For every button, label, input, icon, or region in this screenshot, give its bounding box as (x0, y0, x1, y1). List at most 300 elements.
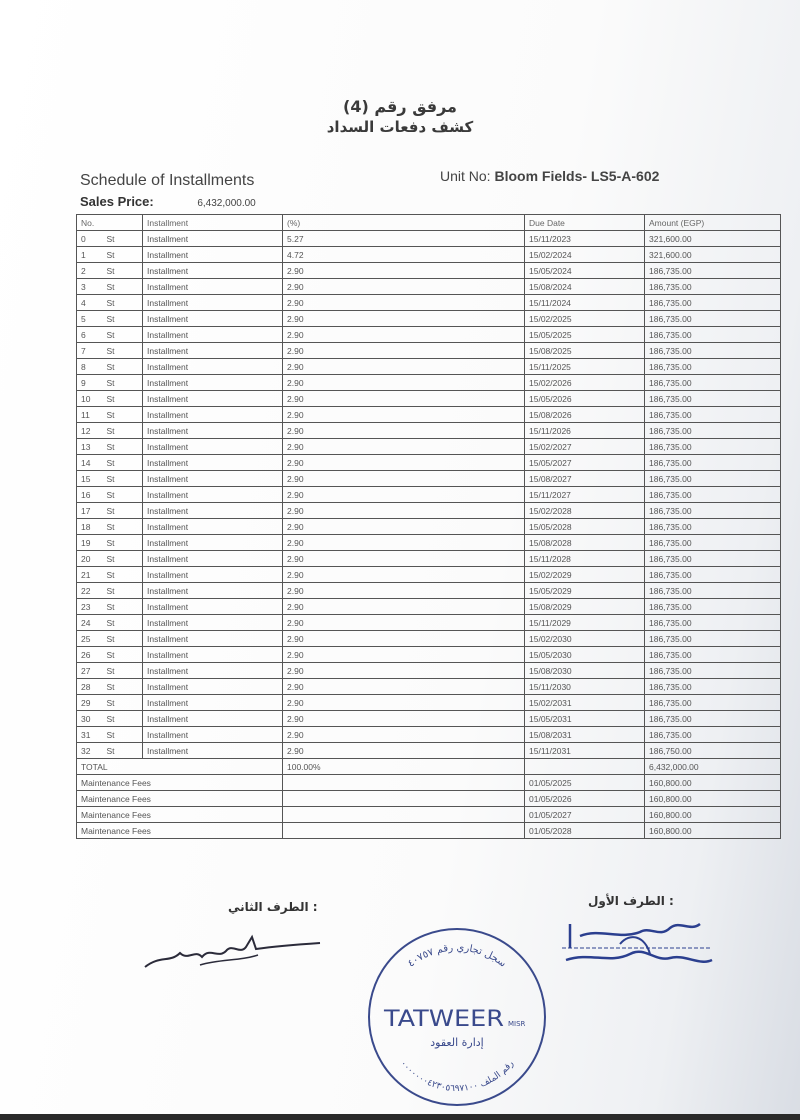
installment-row (77, 567, 781, 583)
row-amount: 186,735.00 (645, 471, 781, 487)
installment-row (77, 359, 781, 375)
row-number: 9 (77, 375, 103, 391)
row-number: 23 (77, 599, 103, 615)
row-due-date: 15/05/2031 (525, 711, 645, 727)
maintenance-row (77, 807, 781, 823)
row-amount: 186,735.00 (645, 279, 781, 295)
row-due-date: 15/11/2023 (525, 231, 645, 247)
maintenance-row (77, 775, 781, 791)
row-number: 11 (77, 407, 103, 423)
title-row (80, 168, 760, 190)
row-percent: 2.90 (283, 727, 363, 743)
installment-row (77, 695, 781, 711)
row-installment-label: Installment (143, 439, 283, 455)
row-due-date: 15/08/2024 (525, 279, 645, 295)
row-percent: 2.90 (283, 647, 363, 663)
maintenance-blank (283, 791, 525, 807)
row-amount: 186,735.00 (645, 375, 781, 391)
row-amount: 186,735.00 (645, 503, 781, 519)
row-number: 3 (77, 279, 103, 295)
document-title: Schedule of Installments (80, 172, 255, 189)
total-row (77, 759, 781, 775)
row-amount: 186,735.00 (645, 695, 781, 711)
row-due-date: 15/02/2026 (525, 375, 645, 391)
installment-row (77, 471, 781, 487)
company-stamp (362, 922, 552, 1112)
row-number: 26 (77, 647, 103, 663)
row-amount: 186,735.00 (645, 455, 781, 471)
row-due-date: 15/11/2028 (525, 551, 645, 567)
row-number: 21 (77, 567, 103, 583)
row-installment-label: Installment (143, 615, 283, 631)
row-number: 15 (77, 471, 103, 487)
installment-row (77, 679, 781, 695)
installment-row (77, 615, 781, 631)
row-blank (363, 455, 525, 471)
installment-row (77, 423, 781, 439)
row-due-date: 15/11/2024 (525, 295, 645, 311)
total-date-blank (525, 759, 645, 775)
stamp-bottom-text: رقم الملف ٠٠٠٠٠٠٠٤٢٣٠٥٦٩٧١٠٠ (397, 1058, 517, 1095)
row-number: 1 (77, 247, 103, 263)
row-blank (363, 295, 525, 311)
row-blank (363, 503, 525, 519)
row-due-date: 15/11/2025 (525, 359, 645, 375)
row-blank (363, 599, 525, 615)
row-percent: 2.90 (283, 391, 363, 407)
row-percent: 2.90 (283, 327, 363, 343)
row-installment-label: Installment (143, 407, 283, 423)
row-st: St (103, 663, 143, 679)
row-st: St (103, 711, 143, 727)
row-st: St (103, 503, 143, 519)
row-blank (363, 663, 525, 679)
row-due-date: 15/11/2029 (525, 615, 645, 631)
stamp-center-text: إدارة العقود (430, 1036, 484, 1049)
row-installment-label: Installment (143, 455, 283, 471)
row-due-date: 15/02/2024 (525, 247, 645, 263)
row-number: 19 (77, 535, 103, 551)
row-blank (363, 263, 525, 279)
row-amount: 186,735.00 (645, 263, 781, 279)
maintenance-amount: 160,800.00 (645, 823, 781, 839)
row-number: 25 (77, 631, 103, 647)
second-party-label: الطرف الثاني : (228, 900, 318, 914)
row-blank (363, 439, 525, 455)
stamp-brand: TATWEER (382, 1007, 504, 1032)
row-blank (363, 567, 525, 583)
maintenance-amount: 160,800.00 (645, 791, 781, 807)
annex-number: مرفق رقم (4) (343, 97, 457, 116)
installment-row (77, 375, 781, 391)
row-number: 22 (77, 583, 103, 599)
row-percent: 2.90 (283, 695, 363, 711)
row-due-date: 15/08/2030 (525, 663, 645, 679)
header-st (103, 215, 143, 231)
maintenance-amount: 160,800.00 (645, 807, 781, 823)
row-installment-label: Installment (143, 711, 283, 727)
row-amount: 186,735.00 (645, 423, 781, 439)
row-due-date: 15/05/2028 (525, 519, 645, 535)
row-st: St (103, 231, 143, 247)
row-percent: 2.90 (283, 279, 363, 295)
row-due-date: 15/08/2029 (525, 599, 645, 615)
row-blank (363, 247, 525, 263)
installment-sheet (76, 214, 780, 839)
row-st: St (103, 631, 143, 647)
row-percent: 5.27 (283, 231, 363, 247)
row-installment-label: Installment (143, 359, 283, 375)
row-st: St (103, 615, 143, 631)
row-number: 2 (77, 263, 103, 279)
installment-row (77, 647, 781, 663)
row-amount: 186,735.00 (645, 599, 781, 615)
installment-row (77, 743, 781, 759)
installment-table (76, 214, 781, 839)
row-due-date: 15/02/2029 (525, 567, 645, 583)
row-blank (363, 279, 525, 295)
row-due-date: 15/11/2026 (525, 423, 645, 439)
row-amount: 186,735.00 (645, 311, 781, 327)
row-amount: 186,735.00 (645, 439, 781, 455)
row-blank (363, 311, 525, 327)
maintenance-row (77, 791, 781, 807)
row-amount: 186,735.00 (645, 359, 781, 375)
row-installment-label: Installment (143, 631, 283, 647)
header-amount: Amount (EGP) (645, 215, 781, 231)
row-st: St (103, 247, 143, 263)
row-number: 0 (77, 231, 103, 247)
row-blank (363, 391, 525, 407)
total-percent: 100.00% (283, 759, 363, 775)
row-percent: 2.90 (283, 535, 363, 551)
row-due-date: 15/05/2027 (525, 455, 645, 471)
annex-title: كشف دفعات السداد (326, 118, 474, 136)
row-installment-label: Installment (143, 263, 283, 279)
row-amount: 186,735.00 (645, 631, 781, 647)
row-percent: 2.90 (283, 375, 363, 391)
row-st: St (103, 279, 143, 295)
row-due-date: 15/08/2026 (525, 407, 645, 423)
row-st: St (103, 599, 143, 615)
row-due-date: 15/11/2031 (525, 743, 645, 759)
row-st: St (103, 455, 143, 471)
sales-price-value: 6,432,000.00 (197, 198, 256, 209)
row-number: 4 (77, 295, 103, 311)
unit-value: Bloom Fields- LS5-A-602 (494, 168, 660, 184)
stamp-top-text: سجل تجاري رقم ٤٠٧٥٧ (405, 942, 509, 970)
bottom-edge (0, 1114, 800, 1120)
row-st: St (103, 583, 143, 599)
installment-row (77, 391, 781, 407)
row-percent: 2.90 (283, 711, 363, 727)
row-amount: 186,735.00 (645, 327, 781, 343)
row-blank (363, 583, 525, 599)
row-st: St (103, 695, 143, 711)
row-blank (363, 487, 525, 503)
header-pct: (%) (283, 215, 363, 231)
row-st: St (103, 423, 143, 439)
row-percent: 2.90 (283, 743, 363, 759)
header-due-date: Due Date (525, 215, 645, 231)
row-st: St (103, 679, 143, 695)
row-blank (363, 631, 525, 647)
row-percent: 2.90 (283, 599, 363, 615)
row-blank (363, 375, 525, 391)
row-due-date: 15/11/2030 (525, 679, 645, 695)
row-due-date: 15/08/2028 (525, 535, 645, 551)
header-no: No. (77, 215, 103, 231)
sales-price (80, 194, 256, 210)
row-installment-label: Installment (143, 663, 283, 679)
row-blank (363, 359, 525, 375)
row-number: 7 (77, 343, 103, 359)
row-amount: 321,600.00 (645, 231, 781, 247)
installment-row (77, 599, 781, 615)
row-blank (363, 407, 525, 423)
row-number: 10 (77, 391, 103, 407)
row-number: 17 (77, 503, 103, 519)
row-blank (363, 551, 525, 567)
row-installment-label: Installment (143, 679, 283, 695)
row-due-date: 15/02/2027 (525, 439, 645, 455)
installment-row (77, 327, 781, 343)
row-installment-label: Installment (143, 647, 283, 663)
row-percent: 2.90 (283, 583, 363, 599)
row-st: St (103, 391, 143, 407)
installment-row (77, 551, 781, 567)
installment-row (77, 343, 781, 359)
row-st: St (103, 359, 143, 375)
row-blank (363, 423, 525, 439)
maintenance-blank (283, 823, 525, 839)
row-st: St (103, 551, 143, 567)
row-installment-label: Installment (143, 599, 283, 615)
row-due-date: 15/05/2029 (525, 583, 645, 599)
second-party-signature (140, 925, 330, 975)
row-due-date: 15/08/2027 (525, 471, 645, 487)
row-percent: 2.90 (283, 359, 363, 375)
row-st: St (103, 567, 143, 583)
row-blank (363, 343, 525, 359)
row-amount: 186,735.00 (645, 567, 781, 583)
maintenance-date: 01/05/2026 (525, 791, 645, 807)
maintenance-blank (283, 807, 525, 823)
row-due-date: 15/05/2030 (525, 647, 645, 663)
row-number: 16 (77, 487, 103, 503)
row-installment-label: Installment (143, 519, 283, 535)
row-due-date: 15/08/2031 (525, 727, 645, 743)
row-blank (363, 471, 525, 487)
row-st: St (103, 535, 143, 551)
installment-row (77, 295, 781, 311)
row-blank (363, 695, 525, 711)
row-due-date: 15/02/2030 (525, 631, 645, 647)
row-percent: 2.90 (283, 615, 363, 631)
row-installment-label: Installment (143, 727, 283, 743)
row-amount: 186,735.00 (645, 711, 781, 727)
row-percent: 2.90 (283, 311, 363, 327)
row-st: St (103, 263, 143, 279)
row-blank (363, 519, 525, 535)
row-number: 13 (77, 439, 103, 455)
installment-row (77, 263, 781, 279)
row-st: St (103, 471, 143, 487)
row-amount: 186,735.00 (645, 487, 781, 503)
row-blank (363, 743, 525, 759)
row-percent: 2.90 (283, 407, 363, 423)
row-st: St (103, 647, 143, 663)
row-number: 20 (77, 551, 103, 567)
maintenance-label: Maintenance Fees (77, 823, 283, 839)
installment-row (77, 663, 781, 679)
sales-price-label: Sales Price: (80, 194, 154, 209)
row-percent: 2.90 (283, 343, 363, 359)
row-installment-label: Installment (143, 487, 283, 503)
row-percent: 2.90 (283, 679, 363, 695)
row-st: St (103, 743, 143, 759)
row-percent: 2.90 (283, 263, 363, 279)
row-installment-label: Installment (143, 247, 283, 263)
row-installment-label: Installment (143, 327, 283, 343)
row-number: 8 (77, 359, 103, 375)
row-st: St (103, 327, 143, 343)
row-due-date: 15/05/2026 (525, 391, 645, 407)
row-amount: 186,750.00 (645, 743, 781, 759)
row-percent: 2.90 (283, 551, 363, 567)
row-st: St (103, 407, 143, 423)
installment-row (77, 247, 781, 263)
row-percent: 2.90 (283, 487, 363, 503)
installment-row (77, 407, 781, 423)
row-percent: 2.90 (283, 455, 363, 471)
unit-label: Unit No: (440, 168, 491, 184)
maintenance-date: 01/05/2028 (525, 823, 645, 839)
row-installment-label: Installment (143, 583, 283, 599)
row-st: St (103, 439, 143, 455)
row-number: 24 (77, 615, 103, 631)
row-amount: 186,735.00 (645, 615, 781, 631)
row-installment-label: Installment (143, 375, 283, 391)
row-number: 27 (77, 663, 103, 679)
row-installment-label: Installment (143, 551, 283, 567)
row-st: St (103, 295, 143, 311)
row-percent: 2.90 (283, 439, 363, 455)
installment-row (77, 503, 781, 519)
row-percent: 2.90 (283, 503, 363, 519)
row-amount: 186,735.00 (645, 647, 781, 663)
installment-row (77, 535, 781, 551)
row-st: St (103, 487, 143, 503)
row-percent: 2.90 (283, 663, 363, 679)
first-party-signature (556, 914, 716, 974)
installment-row (77, 279, 781, 295)
installment-row (77, 231, 781, 247)
row-installment-label: Installment (143, 311, 283, 327)
row-number: 5 (77, 311, 103, 327)
row-blank (363, 679, 525, 695)
row-due-date: 15/02/2028 (525, 503, 645, 519)
row-st: St (103, 727, 143, 743)
row-amount: 186,735.00 (645, 519, 781, 535)
maintenance-label: Maintenance Fees (77, 775, 283, 791)
row-amount: 186,735.00 (645, 679, 781, 695)
stamp-brand-suffix: MISR (508, 1020, 526, 1028)
total-amount: 6,432,000.00 (645, 759, 781, 775)
row-installment-label: Installment (143, 535, 283, 551)
header-blank (363, 215, 525, 231)
row-st: St (103, 519, 143, 535)
row-installment-label: Installment (143, 471, 283, 487)
row-blank (363, 327, 525, 343)
row-installment-label: Installment (143, 503, 283, 519)
total-label: TOTAL (77, 759, 283, 775)
annex-header (0, 96, 800, 138)
row-percent: 4.72 (283, 247, 363, 263)
row-percent: 2.90 (283, 567, 363, 583)
maintenance-amount: 160,800.00 (645, 775, 781, 791)
row-number: 30 (77, 711, 103, 727)
row-percent: 2.90 (283, 519, 363, 535)
row-installment-label: Installment (143, 423, 283, 439)
row-installment-label: Installment (143, 391, 283, 407)
row-number: 14 (77, 455, 103, 471)
row-number: 31 (77, 727, 103, 743)
row-amount: 321,600.00 (645, 247, 781, 263)
installment-row (77, 727, 781, 743)
installment-row (77, 487, 781, 503)
row-number: 29 (77, 695, 103, 711)
row-percent: 2.90 (283, 471, 363, 487)
row-number: 28 (77, 679, 103, 695)
row-number: 32 (77, 743, 103, 759)
row-amount: 186,735.00 (645, 551, 781, 567)
maintenance-blank (283, 775, 525, 791)
header-installment: Installment (143, 215, 283, 231)
row-due-date: 15/08/2025 (525, 343, 645, 359)
row-due-date: 15/11/2027 (525, 487, 645, 503)
installment-row (77, 311, 781, 327)
row-st: St (103, 375, 143, 391)
installment-row (77, 583, 781, 599)
maintenance-row (77, 823, 781, 839)
row-installment-label: Installment (143, 295, 283, 311)
installment-row (77, 519, 781, 535)
installment-row (77, 711, 781, 727)
row-amount: 186,735.00 (645, 663, 781, 679)
row-percent: 2.90 (283, 295, 363, 311)
row-installment-label: Installment (143, 695, 283, 711)
maintenance-date: 01/05/2025 (525, 775, 645, 791)
unit-number (440, 168, 659, 184)
table-header-row (77, 215, 781, 231)
row-blank (363, 727, 525, 743)
row-number: 6 (77, 327, 103, 343)
row-amount: 186,735.00 (645, 583, 781, 599)
row-installment-label: Installment (143, 279, 283, 295)
installment-row (77, 631, 781, 647)
installment-row (77, 439, 781, 455)
row-amount: 186,735.00 (645, 343, 781, 359)
maintenance-label: Maintenance Fees (77, 791, 283, 807)
row-number: 12 (77, 423, 103, 439)
row-amount: 186,735.00 (645, 727, 781, 743)
row-installment-label: Installment (143, 743, 283, 759)
first-party-label: الطرف الأول : (588, 894, 674, 908)
row-due-date: 15/02/2025 (525, 311, 645, 327)
row-installment-label: Installment (143, 567, 283, 583)
row-blank (363, 615, 525, 631)
